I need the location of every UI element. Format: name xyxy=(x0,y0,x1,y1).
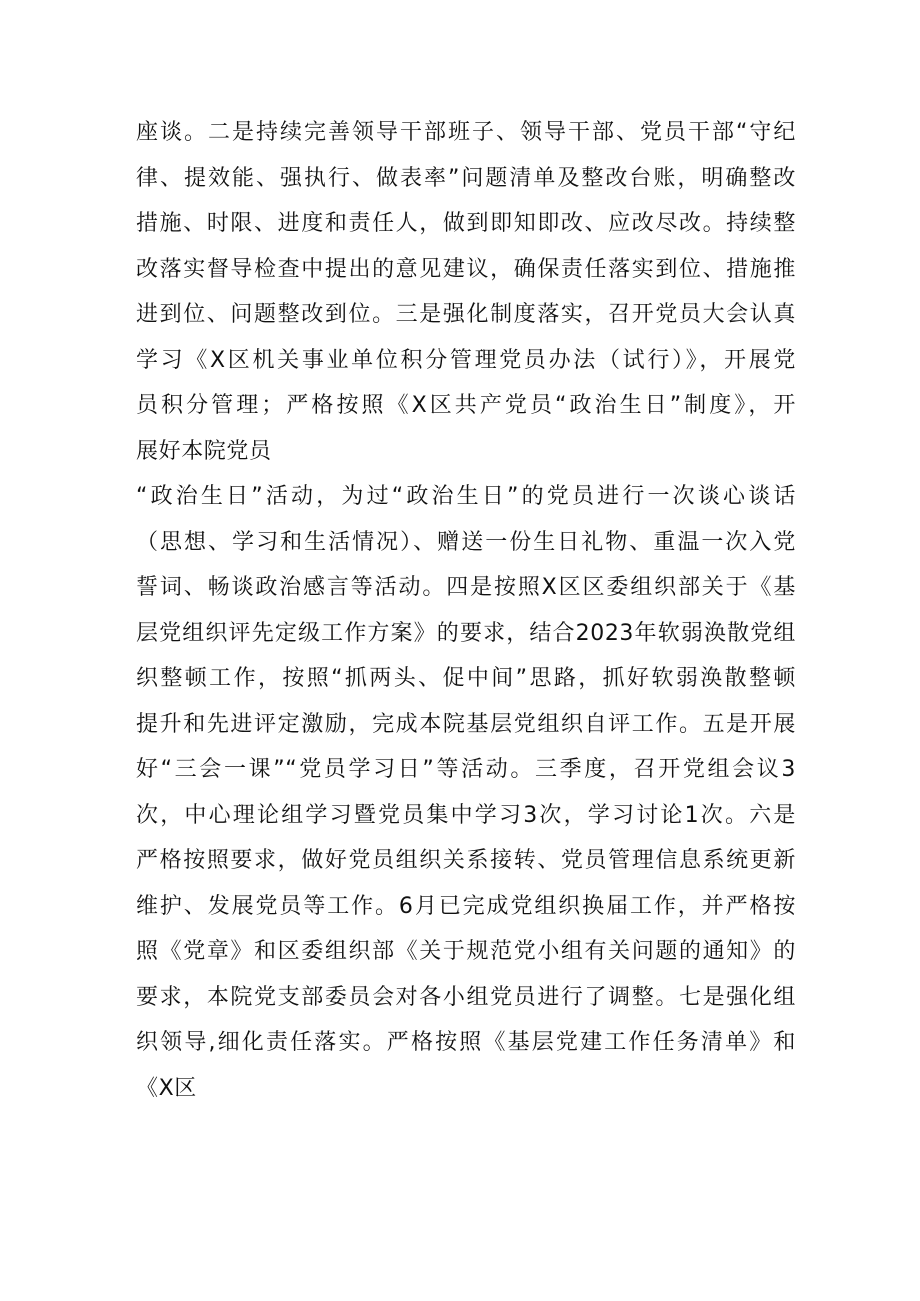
text-line: 座谈。二是持续完善领导干部班子、领导干部、党员干部“守纪 xyxy=(136,120,796,145)
text-line: “政治生日”活动，为过“政治生日”的党员进行一次谈心谈话 xyxy=(136,484,796,509)
text-line: 维护、发展党员等工作。6月已完成党组织换届工作，并严格按 xyxy=(136,893,796,919)
text-line: 誓词、畅谈政治感言等活动。四是按照X区区委组织部关于《基 xyxy=(136,575,796,600)
text-line: 《X区 xyxy=(136,1075,197,1101)
text-line: 进到位、问题整改到位。三是强化制度落实，召开党员大会认真 xyxy=(136,302,796,327)
text-line: 层党组织评先定级工作方案》的要求，结合2023年软弱涣散党组 xyxy=(136,620,796,646)
text-line: 措施、时限、进度和责任人，做到即知即改、应改尽改。持续整 xyxy=(136,211,796,236)
text-line: 员积分管理；严格按照《X区共产党员“政治生日”制度》，开 xyxy=(136,393,796,418)
text-line: （思想、学习和生活情况）、赠送一份生日礼物、重温一次入党 xyxy=(136,529,796,555)
text-line: 要求，本院党支部委员会对各小组党员进行了调整。七是强化组 xyxy=(136,984,796,1010)
text-line: 严格按照要求，做好党员组织关系接转、党员管理信息系统更新 xyxy=(136,848,796,873)
text-line: 学习《X区机关事业单位积分管理党员办法（试行）》，开展党 xyxy=(136,347,796,373)
text-line: 织领导,细化责任落实。严格按照《基层党建工作任务清单》和 xyxy=(136,1030,796,1055)
text-line: 好“三会一课”“党员学习日”等活动。三季度，召开党组会议3 xyxy=(136,757,796,782)
text-line: 改落实督导检查中提出的意见建议，确保责任落实到位、措施推 xyxy=(136,256,796,282)
body-text xyxy=(136,110,796,1111)
text-line: 次，中心理论组学习暨党员集中学习3次，学习讨论1次。六是 xyxy=(136,802,796,828)
text-line: 展好本院党员 xyxy=(136,438,272,464)
text-line: 照《党章》和区委组织部《关于规范党小组有关问题的通知》的 xyxy=(136,939,796,964)
text-line: 织整顿工作，按照“抓两头、促中间”思路，抓好软弱涣散整顿 xyxy=(136,666,796,691)
text-line: 律、提效能、强执行、做表率”问题清单及整改台账，明确整改 xyxy=(136,165,796,191)
text-line: 提升和先进评定激励，完成本院基层党组织自评工作。五是开展 xyxy=(136,711,796,737)
